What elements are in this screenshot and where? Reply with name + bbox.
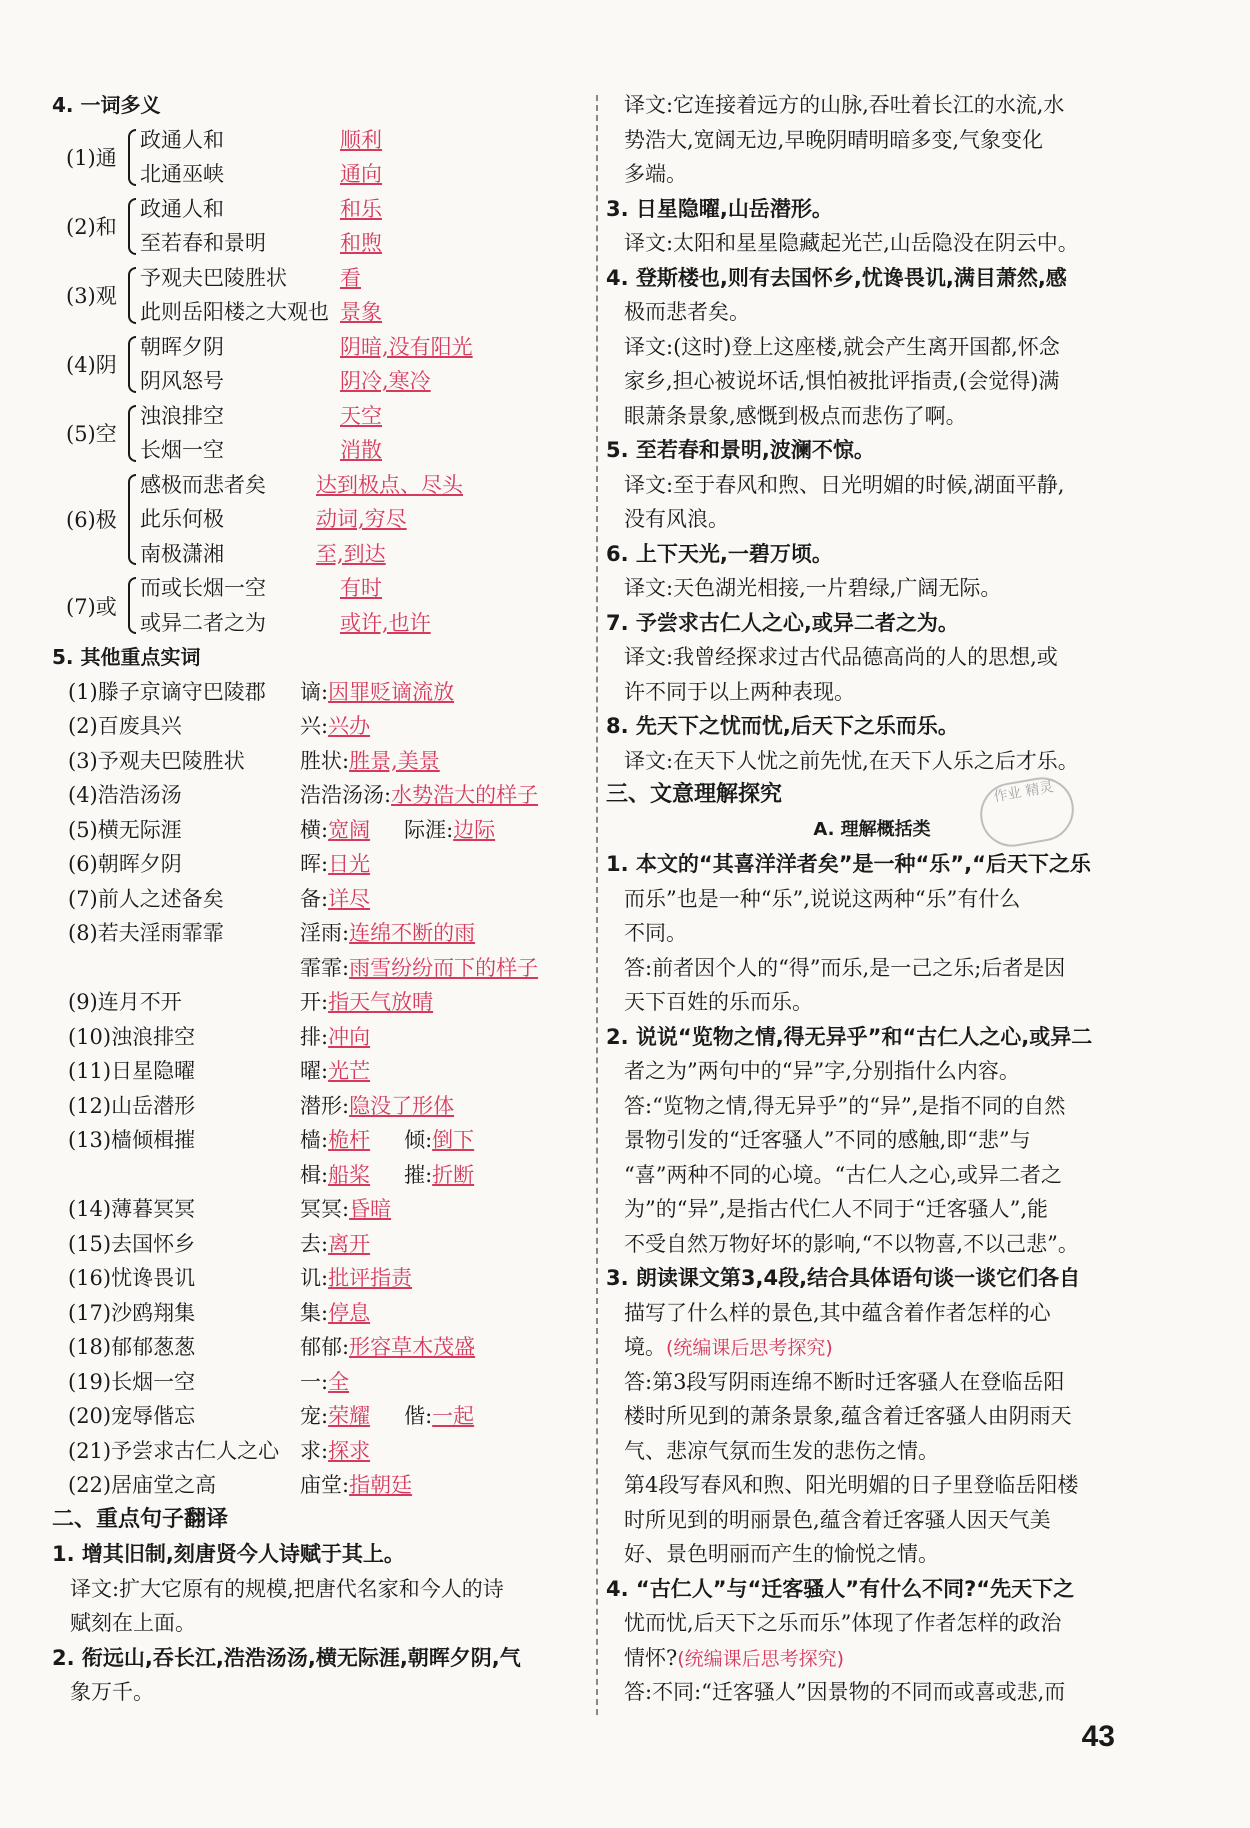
- polysemy-key: (4)阴: [66, 353, 117, 377]
- gloss-term: 摧:: [404, 1162, 433, 1187]
- polysemy-meaning: 阴暗,没有阳光: [340, 334, 473, 359]
- gloss-term: 去:: [300, 1231, 329, 1256]
- gloss-term: 浩浩汤汤:: [300, 783, 392, 807]
- gloss-answer: 因罪贬谪流放: [328, 679, 455, 704]
- gloss-term: 讥:: [300, 1266, 329, 1290]
- polysemy-group: [52, 192, 592, 261]
- content-word-phrase: (7)前人之述备矣: [68, 886, 224, 911]
- polysemy-meaning: 或许,也许: [340, 610, 431, 635]
- gloss-term: 樯:: [300, 1128, 329, 1152]
- content-word-row: [52, 709, 592, 744]
- question-2-cont: 者之为”两句中的“异”字,分别指什么内容。: [624, 1059, 1020, 1083]
- answer-1: 答:前者因个人的“得”而乐,是一己之乐;后者是因: [624, 955, 1066, 980]
- sentence-a1-line1: 译文:扩大它原有的规模,把唐代名家和今人的诗: [70, 1576, 504, 1601]
- gloss-answer: 详尽: [328, 886, 371, 911]
- polysemy-sentence: 北通巫峡: [140, 162, 224, 186]
- answer-2-cont: 不受自然万物好坏的影响,“不以物喜,不以己悲”。: [624, 1231, 1079, 1256]
- polysemy-sentence: 或异二者之为: [140, 610, 266, 635]
- gloss-term: 偕:: [404, 1404, 433, 1428]
- polysemy-row: [140, 468, 592, 503]
- content-word-phrase: (9)连月不开: [68, 990, 182, 1014]
- content-word-row: [52, 985, 592, 1020]
- content-word-row: [52, 951, 592, 986]
- polysemy-sentence: 长烟一空: [140, 438, 224, 462]
- translation-line: 没有风浪。: [624, 507, 729, 531]
- sentence-q5: 5. 至若春和景明,波澜不惊。: [606, 438, 875, 462]
- content-word-gloss: [300, 778, 592, 813]
- gloss-answer: 光芒: [328, 1059, 371, 1083]
- polysemy-key: (1)通: [66, 146, 117, 170]
- answer-2-cont: 为”的“异”,是指古代仁人不同于“迁客骚人”,能: [624, 1197, 1049, 1221]
- content-word-phrase: (12)山岳潜形: [68, 1093, 196, 1118]
- content-word-phrase: (19)长烟一空: [68, 1369, 196, 1394]
- content-word-phrase: (21)予尝求古仁人之心: [68, 1438, 280, 1463]
- content-word-phrase: (5)横无际涯: [68, 817, 182, 842]
- gloss-answer: 一起: [432, 1404, 475, 1428]
- translation-line: 家乡,担心被说坏话,惧怕被批评指责,(会觉得)满: [624, 369, 1060, 393]
- polysemy-sentence: 此乐何极: [140, 507, 224, 531]
- gloss-term: 横:: [300, 817, 329, 842]
- polysemy-sentence: 南极潇湘: [140, 541, 224, 566]
- polysemy-sentence: 而或长烟一空: [140, 576, 266, 600]
- gloss-term: 谪:: [300, 679, 329, 704]
- content-word-gloss: [300, 1227, 592, 1262]
- content-word-phrase: (22)居庙堂之高: [68, 1473, 217, 1497]
- page-number: 43: [1081, 1720, 1115, 1753]
- content-word-phrase: (13)樯倾楫摧: [68, 1128, 196, 1152]
- content-word-phrase: (18)郁郁葱葱: [68, 1335, 196, 1359]
- content-word-phrase: (17)沙鸥翔集: [68, 1300, 196, 1325]
- translation-line: 多端。: [624, 162, 687, 186]
- section3-title: 三、文意理解探究: [606, 782, 783, 807]
- gloss-answer: 形容草木茂盛: [349, 1335, 476, 1359]
- answer-3-cont: 楼时所见到的萧条景象,蕴含着迁客骚人由阴雨天: [624, 1404, 1072, 1428]
- stamp-logo: 作业 精灵: [975, 772, 1079, 851]
- gloss-term: 际涯:: [404, 817, 454, 842]
- content-word-phrase: (6)朝晖夕阴: [68, 852, 182, 876]
- content-word-gloss: [300, 1365, 592, 1400]
- polysemy-meaning: 景象: [340, 300, 382, 324]
- content-words-list: [52, 675, 592, 1503]
- gloss-answer: 昏暗: [349, 1197, 392, 1221]
- gloss-answer: 冲向: [328, 1024, 371, 1049]
- left-column: [52, 88, 592, 1710]
- question-3-cont: 描写了什么样的景色,其中蕴含着作者怎样的心: [624, 1300, 1051, 1325]
- gloss-answer: 水势浩大的样子: [391, 783, 539, 807]
- subsection-a-title: A. 理解概括类: [813, 818, 931, 840]
- gloss-term: 晖:: [300, 852, 329, 876]
- content-word-phrase: (8)若夫淫雨霏霏: [68, 921, 224, 945]
- polysemy-row: [140, 157, 592, 192]
- content-word-phrase: (15)去国怀乡: [68, 1231, 196, 1256]
- content-word-gloss: [300, 847, 592, 882]
- gloss-answer: 宽阔: [328, 817, 371, 842]
- sentence-q3: 3. 日星隐曜,山岳潜形。: [606, 196, 833, 221]
- polysemy-sentence: 政通人和: [140, 196, 224, 221]
- polysemy-row: [140, 433, 592, 468]
- gloss-answer: 全: [328, 1369, 350, 1394]
- polysemy-group: [52, 330, 592, 399]
- polysemy-meaning: 顺利: [340, 127, 382, 152]
- content-word-phrase: (16)忧谗畏讥: [68, 1266, 196, 1290]
- polysemy-group: [52, 468, 592, 572]
- content-word-gloss: [300, 1158, 592, 1193]
- content-word-row: [52, 1192, 592, 1227]
- polysemy-meaning: 阴冷,寒冷: [340, 369, 431, 393]
- content-word-gloss: [300, 951, 592, 986]
- gloss-term: 备:: [300, 886, 329, 911]
- gloss-term: 楫:: [300, 1162, 329, 1187]
- answer-4: 答:不同:“迁客骚人”因景物的不同而或喜或悲,而: [624, 1680, 1066, 1704]
- polysemy-key: (5)空: [66, 422, 117, 446]
- answer-3-cont: 好、景色明丽而产生的愉悦之情。: [624, 1542, 939, 1566]
- gloss-answer: 批评指责: [328, 1266, 413, 1290]
- content-word-phrase: (20)宠辱偕忘: [68, 1404, 196, 1428]
- polysemy-sentence: 浊浪排空: [140, 403, 224, 428]
- content-word-phrase: (2)百废具兴: [68, 714, 182, 738]
- content-word-row: [52, 1054, 592, 1089]
- polysemy-meaning: 有时: [340, 576, 382, 600]
- polysemy-key: (3)观: [66, 284, 117, 308]
- content-word-row: [52, 847, 592, 882]
- answer-3-cont: 时所见到的明丽景色,蕴含着迁客骚人因天气美: [624, 1507, 1051, 1532]
- polysemy-sentence: 至若春和景明: [140, 231, 266, 255]
- sentence-a1-line2: 赋刻在上面。: [70, 1611, 196, 1635]
- question-4: 4. “古仁人”与“迁客骚人”有什么不同?“先天下之: [606, 1576, 1075, 1601]
- translation-line: 许不同于以上两种表现。: [624, 679, 855, 704]
- answer-2-cont: 景物引发的“迁客骚人”不同的感触,即“悲”与: [624, 1128, 1031, 1152]
- sentence-q2-line1: 2. 衔远山,吞长江,浩浩汤汤,横无际涯,朝晖夕阴,气: [52, 1645, 521, 1670]
- content-word-gloss: [300, 1192, 592, 1227]
- brace-icon: [128, 198, 136, 255]
- content-word-gloss: [300, 985, 592, 1020]
- brace-icon: [128, 577, 136, 634]
- content-word-gloss: [300, 916, 592, 951]
- content-word-row: [52, 1089, 592, 1124]
- content-word-phrase: [52, 951, 300, 986]
- gloss-term: 宠:: [300, 1404, 329, 1428]
- sentence-q8: 8. 先天下之忧而忧,后天下之乐而乐。: [606, 714, 959, 738]
- content-word-row: [52, 1296, 592, 1331]
- column-divider: [596, 95, 598, 1715]
- translation-line: 眼萧条景象,感慨到极点而悲伤了啊。: [624, 403, 967, 428]
- content-word-gloss: [300, 1330, 592, 1365]
- content-word-row: [52, 1468, 592, 1503]
- content-word-gloss: [300, 1399, 592, 1434]
- content-word-row: [52, 916, 592, 951]
- gloss-answer: 连绵不断的雨: [349, 921, 476, 945]
- answer-3-cont: 气、悲凉气氛而生发的悲伤之情。: [624, 1438, 939, 1463]
- polysemy-sentence: 予观夫巴陵胜状: [140, 265, 287, 290]
- question-4-text: 情怀?: [624, 1645, 678, 1670]
- polysemy-row: [140, 192, 592, 227]
- sentence-q2-line2: 象万千。: [70, 1680, 154, 1704]
- polysemy-key: (2)和: [66, 215, 117, 239]
- polysemy-sentence: 阴风怒号: [140, 369, 224, 393]
- translation-line: 译文:我曾经探求过古代品德高尚的人的思想,或: [624, 645, 1058, 669]
- polysemy-key: (6)极: [66, 508, 117, 533]
- content-word-row: [52, 1434, 592, 1469]
- brace-icon: [128, 405, 136, 462]
- sentence-q7: 7. 予尝求古仁人之心,或异二者之为。: [606, 610, 959, 635]
- polysemy-row: [140, 364, 592, 399]
- content-word-gloss: [300, 1434, 592, 1469]
- content-word-gloss: [300, 709, 592, 744]
- gloss-term: 兴:: [300, 714, 329, 738]
- question-1-cont: 不同。: [624, 921, 687, 945]
- content-word-gloss: [300, 1296, 592, 1331]
- content-word-row: [52, 1227, 592, 1262]
- polysemy-row: [140, 537, 592, 572]
- polysemy-group: [52, 399, 592, 468]
- content-word-row: [52, 882, 592, 917]
- content-word-phrase: (3)予观夫巴陵胜状: [68, 748, 245, 773]
- gloss-answer: 荣耀: [328, 1404, 371, 1428]
- gloss-term: 开:: [300, 990, 329, 1014]
- polysemy-meaning: 天空: [340, 403, 382, 428]
- question-4-cont: [606, 1641, 1138, 1676]
- content-word-gloss: [300, 744, 592, 779]
- brace-icon: [128, 267, 136, 324]
- polysemy-meaning: 和乐: [340, 196, 382, 221]
- gloss-answer: 停息: [328, 1300, 371, 1325]
- gloss-term: 庙堂:: [300, 1473, 350, 1497]
- question-2: 2. 说说“览物之情,得无异乎”和“古仁人之心,或异二: [606, 1024, 1093, 1049]
- section5-title: 5. 其他重点实词: [52, 645, 201, 669]
- content-word-gloss: [300, 1054, 592, 1089]
- polysemy-meaning: 至,到达: [316, 541, 386, 566]
- polysemy-row: [140, 399, 592, 434]
- sentence-q1: 1. 增其旧制,刻唐贤今人诗赋于其上。: [52, 1542, 405, 1566]
- gloss-term: 冥冥:: [300, 1197, 350, 1221]
- content-word-phrase: (1)滕子京谪守巴陵郡: [68, 679, 266, 704]
- polysemy-row: [140, 226, 592, 261]
- content-word-gloss: [300, 882, 592, 917]
- content-word-row: [52, 675, 592, 710]
- polysemy-row: [140, 502, 592, 537]
- gloss-answer: 离开: [328, 1231, 371, 1256]
- gloss-answer: 指朝廷: [349, 1473, 413, 1497]
- answer-1-cont: 天下百姓的乐而乐。: [624, 990, 813, 1014]
- gloss-answer: 指天气放晴: [328, 990, 434, 1014]
- gloss-term: 排:: [300, 1024, 329, 1049]
- polysemy-meaning: 和煦: [340, 231, 382, 255]
- gloss-term: 淫雨:: [300, 921, 350, 945]
- brace-icon: [128, 336, 136, 393]
- translation-line: 译文:在天下人忧之前先忧,在天下人乐之后才乐。: [624, 748, 1079, 773]
- right-column: [606, 88, 1138, 1710]
- question-4-cont: 忧而忧,后天下之乐而乐”体现了作者怎样的政治: [624, 1611, 1062, 1635]
- content-word-row: [52, 1158, 592, 1193]
- polysemy-group: [52, 571, 592, 640]
- gloss-answer: 隐没了形体: [349, 1093, 455, 1118]
- content-word-gloss: [300, 675, 592, 710]
- translation-line: 势浩大,宽阔无边,早晚阴晴明暗多变,气象变化: [624, 127, 1044, 152]
- section2-title: 二、重点句子翻译: [52, 1506, 229, 1532]
- content-word-gloss: [300, 1089, 592, 1124]
- content-word-gloss: [300, 813, 592, 848]
- polysemy-meaning: 看: [340, 265, 361, 290]
- content-word-row: [52, 1365, 592, 1400]
- question-1-cont: 而乐”也是一种“乐”,说说这两种“乐”有什么: [624, 886, 1021, 911]
- content-word-phrase: (4)浩浩汤汤: [68, 783, 182, 807]
- gloss-answer: 倒下: [432, 1128, 475, 1152]
- sentence-q4-cont: 极而悲者矣。: [624, 300, 750, 324]
- content-word-row: [52, 1399, 592, 1434]
- question-3: 3. 朗读课文第3,4段,结合具体语句谈一谈它们各自: [606, 1266, 1081, 1290]
- content-word-row: [52, 1123, 592, 1158]
- answer-2-cont: “喜”两种不同的心境。“古仁人之心,或异二者之: [624, 1162, 1062, 1187]
- content-word-phrase: (10)浊浪排空: [68, 1024, 196, 1049]
- gloss-answer: 兴办: [328, 714, 371, 738]
- gloss-term: 曜:: [300, 1059, 329, 1083]
- polysemy-sentence: 政通人和: [140, 127, 224, 152]
- answer-3: 答:第3段写阴雨连绵不断时迁客骚人在登临岳阳: [624, 1369, 1065, 1394]
- question-3-text: 境。: [624, 1335, 666, 1359]
- gloss-answer: 折断: [432, 1162, 475, 1187]
- polysemy-row: [140, 261, 592, 296]
- polysemy-group: [52, 261, 592, 330]
- answer-2: 答:“览物之情,得无异乎”的“异”,是指不同的自然: [624, 1093, 1066, 1118]
- gloss-answer: 胜景,美景: [349, 748, 440, 773]
- gloss-term: 一:: [300, 1369, 329, 1394]
- polysemy-key: (7)或: [66, 594, 117, 619]
- content-word-row: [52, 813, 592, 848]
- gloss-term: 求:: [300, 1438, 329, 1463]
- polysemy-meaning: 达到极点、尽头: [316, 472, 463, 497]
- translation-line: 译文:太阳和星星隐藏起光芒,山岳隐没在阴云中。: [624, 231, 1079, 255]
- translation-line: 译文:至于春风和煦、日光明媚的时候,湖面平静,: [624, 472, 1065, 497]
- content-word-row: [52, 744, 592, 779]
- content-word-row: [52, 778, 592, 813]
- polysemy-row: [140, 123, 592, 158]
- polysemy-list: [52, 123, 592, 641]
- translation-line: 译文:它连接着远方的山脉,吞吐着长江的水流,水: [624, 93, 1065, 117]
- brace-icon: [128, 474, 136, 566]
- gloss-term: 胜状:: [300, 748, 350, 773]
- translation-line: 译文:天色湖光相接,一片碧绿,广阔无际。: [624, 576, 1002, 600]
- gloss-term: 倾:: [404, 1128, 433, 1152]
- gloss-answer: 探求: [328, 1438, 371, 1463]
- polysemy-meaning: 消散: [340, 438, 382, 462]
- gloss-term: 霏霏:: [300, 955, 350, 980]
- content-word-gloss: [300, 1468, 592, 1503]
- content-word-row: [52, 1330, 592, 1365]
- polysemy-row: [140, 571, 592, 606]
- brace-icon: [128, 129, 136, 186]
- content-word-gloss: [300, 1123, 592, 1158]
- section4-title: 4. 一词多义: [52, 93, 161, 117]
- polysemy-sentence: 朝晖夕阴: [140, 334, 224, 359]
- content-word-phrase: (14)薄暮冥冥: [68, 1197, 196, 1221]
- gloss-answer: 日光: [328, 852, 371, 876]
- polysemy-group: [52, 123, 592, 192]
- polysemy-row: [140, 330, 592, 365]
- content-word-phrase: [52, 1158, 300, 1193]
- polysemy-row: [140, 606, 592, 641]
- sentence-q4: 4. 登斯楼也,则有去国怀乡,忧谗畏讥,满目萧然,感: [606, 265, 1067, 290]
- polysemy-meaning: 动词,穷尽: [316, 507, 407, 531]
- gloss-answer: 雨雪纷纷而下的样子: [349, 955, 539, 980]
- gloss-answer: 桅杆: [328, 1128, 371, 1152]
- content-word-row: [52, 1261, 592, 1296]
- gloss-term: 集:: [300, 1300, 329, 1325]
- content-word-row: [52, 1020, 592, 1055]
- question-1: 1. 本文的“其喜洋洋者矣”是一种“乐”,“后天下之乐: [606, 852, 1091, 876]
- source-tag: (统编课后思考探究): [666, 1337, 833, 1359]
- polysemy-sentence: 感极而悲者矣: [140, 472, 266, 497]
- translation-line: 译文:(这时)登上这座楼,就会产生离开国都,怀念: [624, 334, 1060, 359]
- gloss-term: 潜形:: [300, 1093, 350, 1118]
- polysemy-row: [140, 295, 592, 330]
- gloss-term: 郁郁:: [300, 1335, 350, 1359]
- content-word-gloss: [300, 1261, 592, 1296]
- answer-3-cont: 第4段写春风和煦、阳光明媚的日子里登临岳阳楼: [624, 1473, 1079, 1497]
- polysemy-sentence: 此则岳阳楼之大观也: [140, 300, 329, 324]
- polysemy-meaning: 通向: [340, 162, 382, 186]
- gloss-answer: 船桨: [328, 1162, 371, 1187]
- question-3-cont: [606, 1330, 1138, 1365]
- gloss-answer: 边际: [453, 817, 496, 842]
- sentence-q6: 6. 上下天光,一碧万顷。: [606, 541, 833, 566]
- content-word-phrase: (11)日星隐曜: [68, 1059, 196, 1083]
- content-word-gloss: [300, 1020, 592, 1055]
- source-tag: (统编课后思考探究): [677, 1647, 845, 1670]
